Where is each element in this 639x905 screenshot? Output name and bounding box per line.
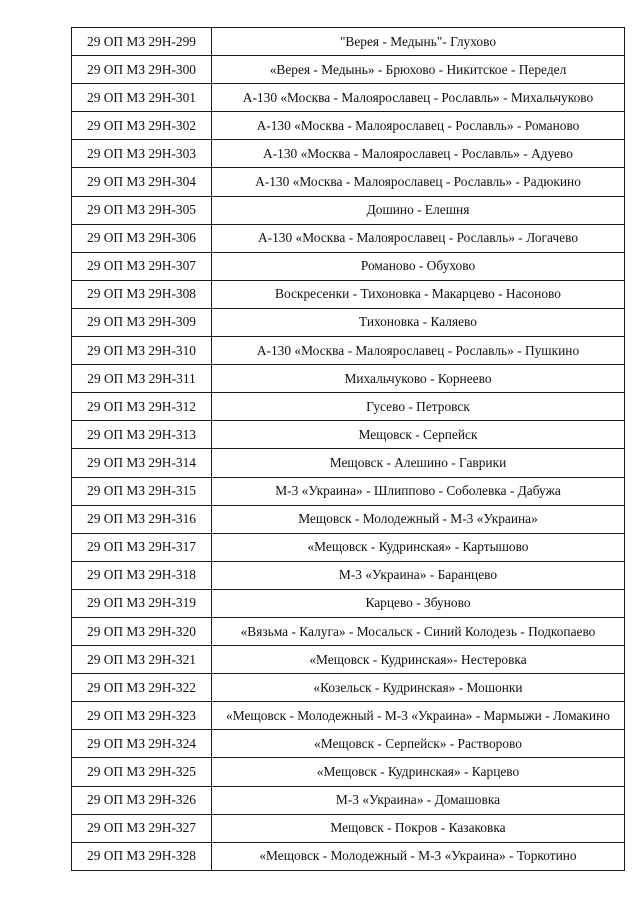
table-row (72, 393, 625, 421)
table-row (72, 646, 625, 674)
road-name-cell: М-3 «Украина» - Шлиппово - Соболевка - Дабужа (212, 477, 625, 505)
road-code-cell: 29 ОП МЗ 29Н-324 (72, 730, 212, 758)
table-row (72, 252, 625, 280)
table-row (72, 421, 625, 449)
road-code-cell: 29 ОП МЗ 29Н-312 (72, 393, 212, 421)
road-code-cell: 29 ОП МЗ 29Н-301 (72, 84, 212, 112)
road-name-cell: А-130 «Москва - Малоярославец - Рославль» - Пушкино (212, 337, 625, 365)
table-row (72, 28, 625, 56)
road-name-cell: Гусево - Петровск (212, 393, 625, 421)
road-name-cell: «Козельск - Кудринская» - Мошонки (212, 674, 625, 702)
road-code-cell: 29 ОП МЗ 29Н-322 (72, 674, 212, 702)
table-row (72, 112, 625, 140)
table-row (72, 56, 625, 84)
road-name-cell: А-130 «Москва - Малоярославец - Рославль» - Радюкино (212, 168, 625, 196)
road-name-cell: Дошино - Елешня (212, 196, 625, 224)
roads-table (71, 27, 625, 871)
table-row (72, 337, 625, 365)
road-code-cell: 29 ОП МЗ 29Н-303 (72, 140, 212, 168)
table-row (72, 449, 625, 477)
table-row (72, 196, 625, 224)
table-row (72, 842, 625, 870)
table-row (72, 224, 625, 252)
table-row (72, 140, 625, 168)
road-name-cell: «Мещовск - Кудринская» - Карцево (212, 758, 625, 786)
road-name-cell: Мещовск - Алешино - Гаврики (212, 449, 625, 477)
road-code-cell: 29 ОП МЗ 29Н-307 (72, 252, 212, 280)
road-code-cell: 29 ОП МЗ 29Н-328 (72, 842, 212, 870)
table-row (72, 730, 625, 758)
road-code-cell: 29 ОП МЗ 29Н-302 (72, 112, 212, 140)
road-code-cell: 29 ОП МЗ 29Н-323 (72, 702, 212, 730)
road-name-cell: М-3 «Украина» - Домашовка (212, 786, 625, 814)
road-code-cell: 29 ОП МЗ 29Н-315 (72, 477, 212, 505)
table-row (72, 308, 625, 336)
road-code-cell: 29 ОП МЗ 29Н-326 (72, 786, 212, 814)
road-name-cell: «Мещовск - Серпейск» - Растворово (212, 730, 625, 758)
road-code-cell: 29 ОП МЗ 29Н-314 (72, 449, 212, 477)
table-row (72, 365, 625, 393)
road-name-cell: А-130 «Москва - Малоярославец - Рославль» - Михальчуково (212, 84, 625, 112)
road-name-cell: Воскресенки - Тихоновка - Макарцево - Насоново (212, 280, 625, 308)
road-code-cell: 29 ОП МЗ 29Н-300 (72, 56, 212, 84)
road-name-cell: «Мещовск - Кудринская»- Нестеровка (212, 646, 625, 674)
road-code-cell: 29 ОП МЗ 29Н-321 (72, 646, 212, 674)
road-name-cell: Романово - Обухово (212, 252, 625, 280)
road-name-cell: Карцево - Збуново (212, 589, 625, 617)
road-code-cell: 29 ОП МЗ 29Н-313 (72, 421, 212, 449)
road-name-cell: «Вязьма - Калуга» - Мосальск - Синий Колодезь - Подкопаево (212, 617, 625, 645)
road-name-cell: А-130 «Москва - Малоярославец - Рославль» - Адуево (212, 140, 625, 168)
road-name-cell: А-130 «Москва - Малоярославец - Рославль» - Логачево (212, 224, 625, 252)
road-code-cell: 29 ОП МЗ 29Н-308 (72, 280, 212, 308)
table-row (72, 617, 625, 645)
road-name-cell: «Мещовск - Кудринская» - Картышово (212, 533, 625, 561)
road-name-cell: Тихоновка - Каляево (212, 308, 625, 336)
road-code-cell: 29 ОП МЗ 29Н-319 (72, 589, 212, 617)
road-code-cell: 29 ОП МЗ 29Н-318 (72, 561, 212, 589)
road-code-cell: 29 ОП МЗ 29Н-305 (72, 196, 212, 224)
road-name-cell: Мещовск - Серпейск (212, 421, 625, 449)
road-name-cell: «Мещовск - Молодежный - М-3 «Украина» - Торкотино (212, 842, 625, 870)
table-row (72, 814, 625, 842)
roads-table-body (72, 28, 625, 871)
road-name-cell: «Мещовск - Молодежный - М-3 «Украина» - Мармыжи - Ломакино (212, 702, 625, 730)
table-row (72, 786, 625, 814)
road-code-cell: 29 ОП МЗ 29Н-306 (72, 224, 212, 252)
table-row (72, 758, 625, 786)
road-name-cell: А-130 «Москва - Малоярославец - Рославль» - Романово (212, 112, 625, 140)
table-row (72, 84, 625, 112)
road-name-cell: М-3 «Украина» - Баранцево (212, 561, 625, 589)
road-name-cell: «Верея - Медынь» - Брюхово - Никитское - Передел (212, 56, 625, 84)
table-row (72, 505, 625, 533)
road-code-cell: 29 ОП МЗ 29Н-327 (72, 814, 212, 842)
road-code-cell: 29 ОП МЗ 29Н-317 (72, 533, 212, 561)
road-code-cell: 29 ОП МЗ 29Н-309 (72, 308, 212, 336)
road-code-cell: 29 ОП МЗ 29Н-311 (72, 365, 212, 393)
table-row (72, 533, 625, 561)
table-row (72, 702, 625, 730)
road-code-cell: 29 ОП МЗ 29Н-320 (72, 617, 212, 645)
table-row (72, 280, 625, 308)
road-code-cell: 29 ОП МЗ 29Н-304 (72, 168, 212, 196)
table-row (72, 561, 625, 589)
table-row (72, 168, 625, 196)
table-row (72, 477, 625, 505)
road-code-cell: 29 ОП МЗ 29Н-316 (72, 505, 212, 533)
table-row (72, 674, 625, 702)
road-name-cell: "Верея - Медынь"- Глухово (212, 28, 625, 56)
road-name-cell: Михальчуково - Корнеево (212, 365, 625, 393)
road-code-cell: 29 ОП МЗ 29Н-299 (72, 28, 212, 56)
road-name-cell: Мещовск - Покров - Казаковка (212, 814, 625, 842)
road-code-cell: 29 ОП МЗ 29Н-310 (72, 337, 212, 365)
road-name-cell: Мещовск - Молодежный - М-3 «Украина» (212, 505, 625, 533)
road-code-cell: 29 ОП МЗ 29Н-325 (72, 758, 212, 786)
table-row (72, 589, 625, 617)
